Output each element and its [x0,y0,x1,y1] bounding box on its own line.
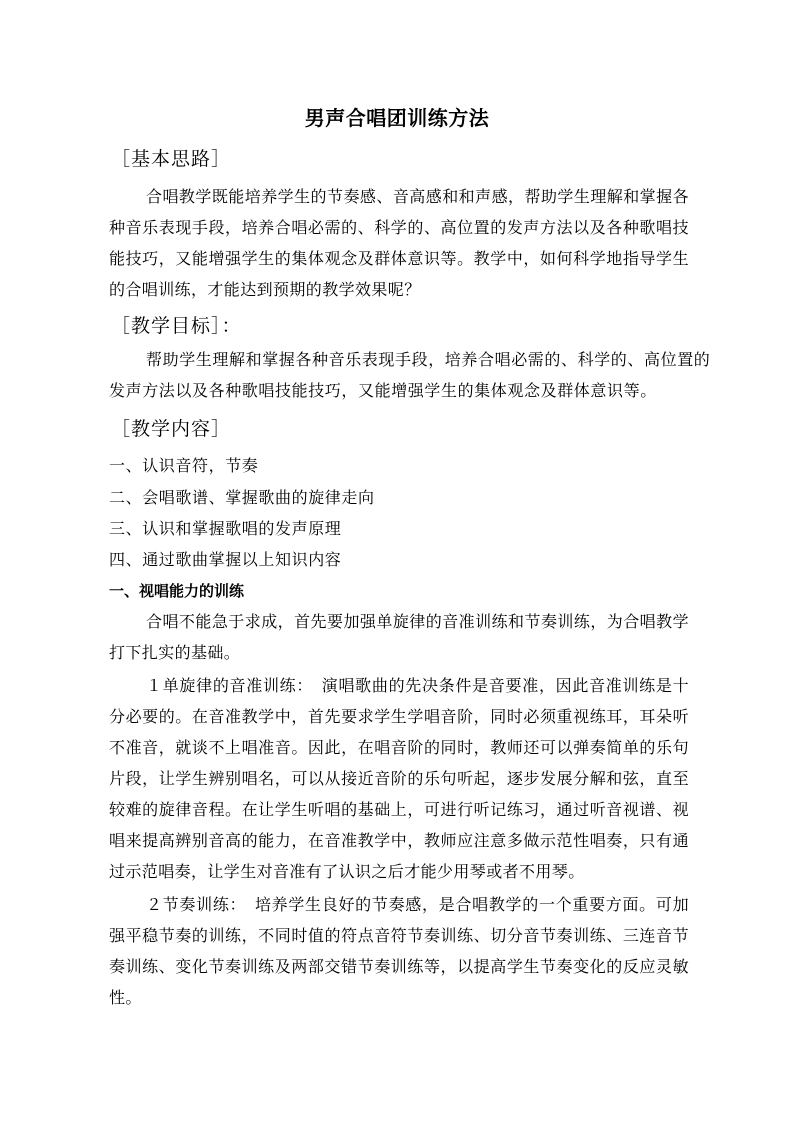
teaching-goal-line-2: 发声方法以及各种歌唱技能技巧，又能增强学生的集体观念及群体意识等。 [109,381,657,400]
paragraph-rhythm-training: ２节奏训练： 培养学生良好的节奏感，是合唱教学的一个重要方面。可加强平稳节奏的训练，不同时值的符点音符节奏训练、切分音节奏训练、三连音节奏训练、变化节奏训练及两部交错节奏训练等，以提高学生节奏变化的反应灵敏性。 [109,895,689,1007]
heading-teaching-content: ［教学内容］ [111,418,232,440]
heading-sight-singing: 一、视唱能力的训练 [109,582,245,600]
document-title: 男声合唱团训练方法 [304,106,490,130]
teaching-goal-line-1: 帮助学生理解和掌握各种音乐表现手段，培养合唱必需的、科学的、高位置的 [146,350,711,369]
paragraph-sight-singing-intro: 合唱不能急于求成，首先要加强单旋律的音准训练和节奏训练，为合唱教学打下扎实的基础。 [109,612,689,662]
content-item-3: 三、认识和掌握歌唱的发声原理 [109,519,342,538]
heading-teaching-goal: ［教学目标］： [111,315,242,337]
paragraph-basic-idea: 合唱教学既能培养学生的节奏感、音高感和和声感，帮助学生理解和掌握各种音乐表现手段，培养合唱必需的、科学的、高位置的发声方法以及各种歌唱技能技巧，又能增强学生的集体观念及群体意识等。教学中，如何科学地指导学生的合唱训练，才能达到预期的教学效果呢？ [109,187,689,299]
content-item-2: 二、会唱歌谱、掌握歌曲的旋律走向 [109,488,375,507]
heading-basic-idea: ［基本思路］ [111,148,232,170]
paragraph-pitch-training: １单旋律的音准训练： 演唱歌曲的先决条件是音要准，因此音准训练是十分必要的。在音准教学中，首先要求学生学唱音阶，同时必须重视练耳，耳朵听不准音，就谈不上唱准音。因此，在唱音阶的同时，教师还可以弹奏简单的乐句片段，让学生辨别唱名，可以从接近音阶的乐句听起，逐步发展分解和弦，直至较难的旋律音程。在让学生听唱的基础上，可进行听记练习，通过听音视谱、视唱来提高辨别音高的能力，在音准教学中，教师应注意多做示范性唱奏，只有通过示范唱奏，让学生对音准有了认识之后才能少用琴或者不用琴。 [109,676,689,881]
content-item-4: 四、通过歌曲掌握以上知识内容 [109,550,342,569]
content-item-1: 一、认识音符，节奏 [109,456,259,475]
